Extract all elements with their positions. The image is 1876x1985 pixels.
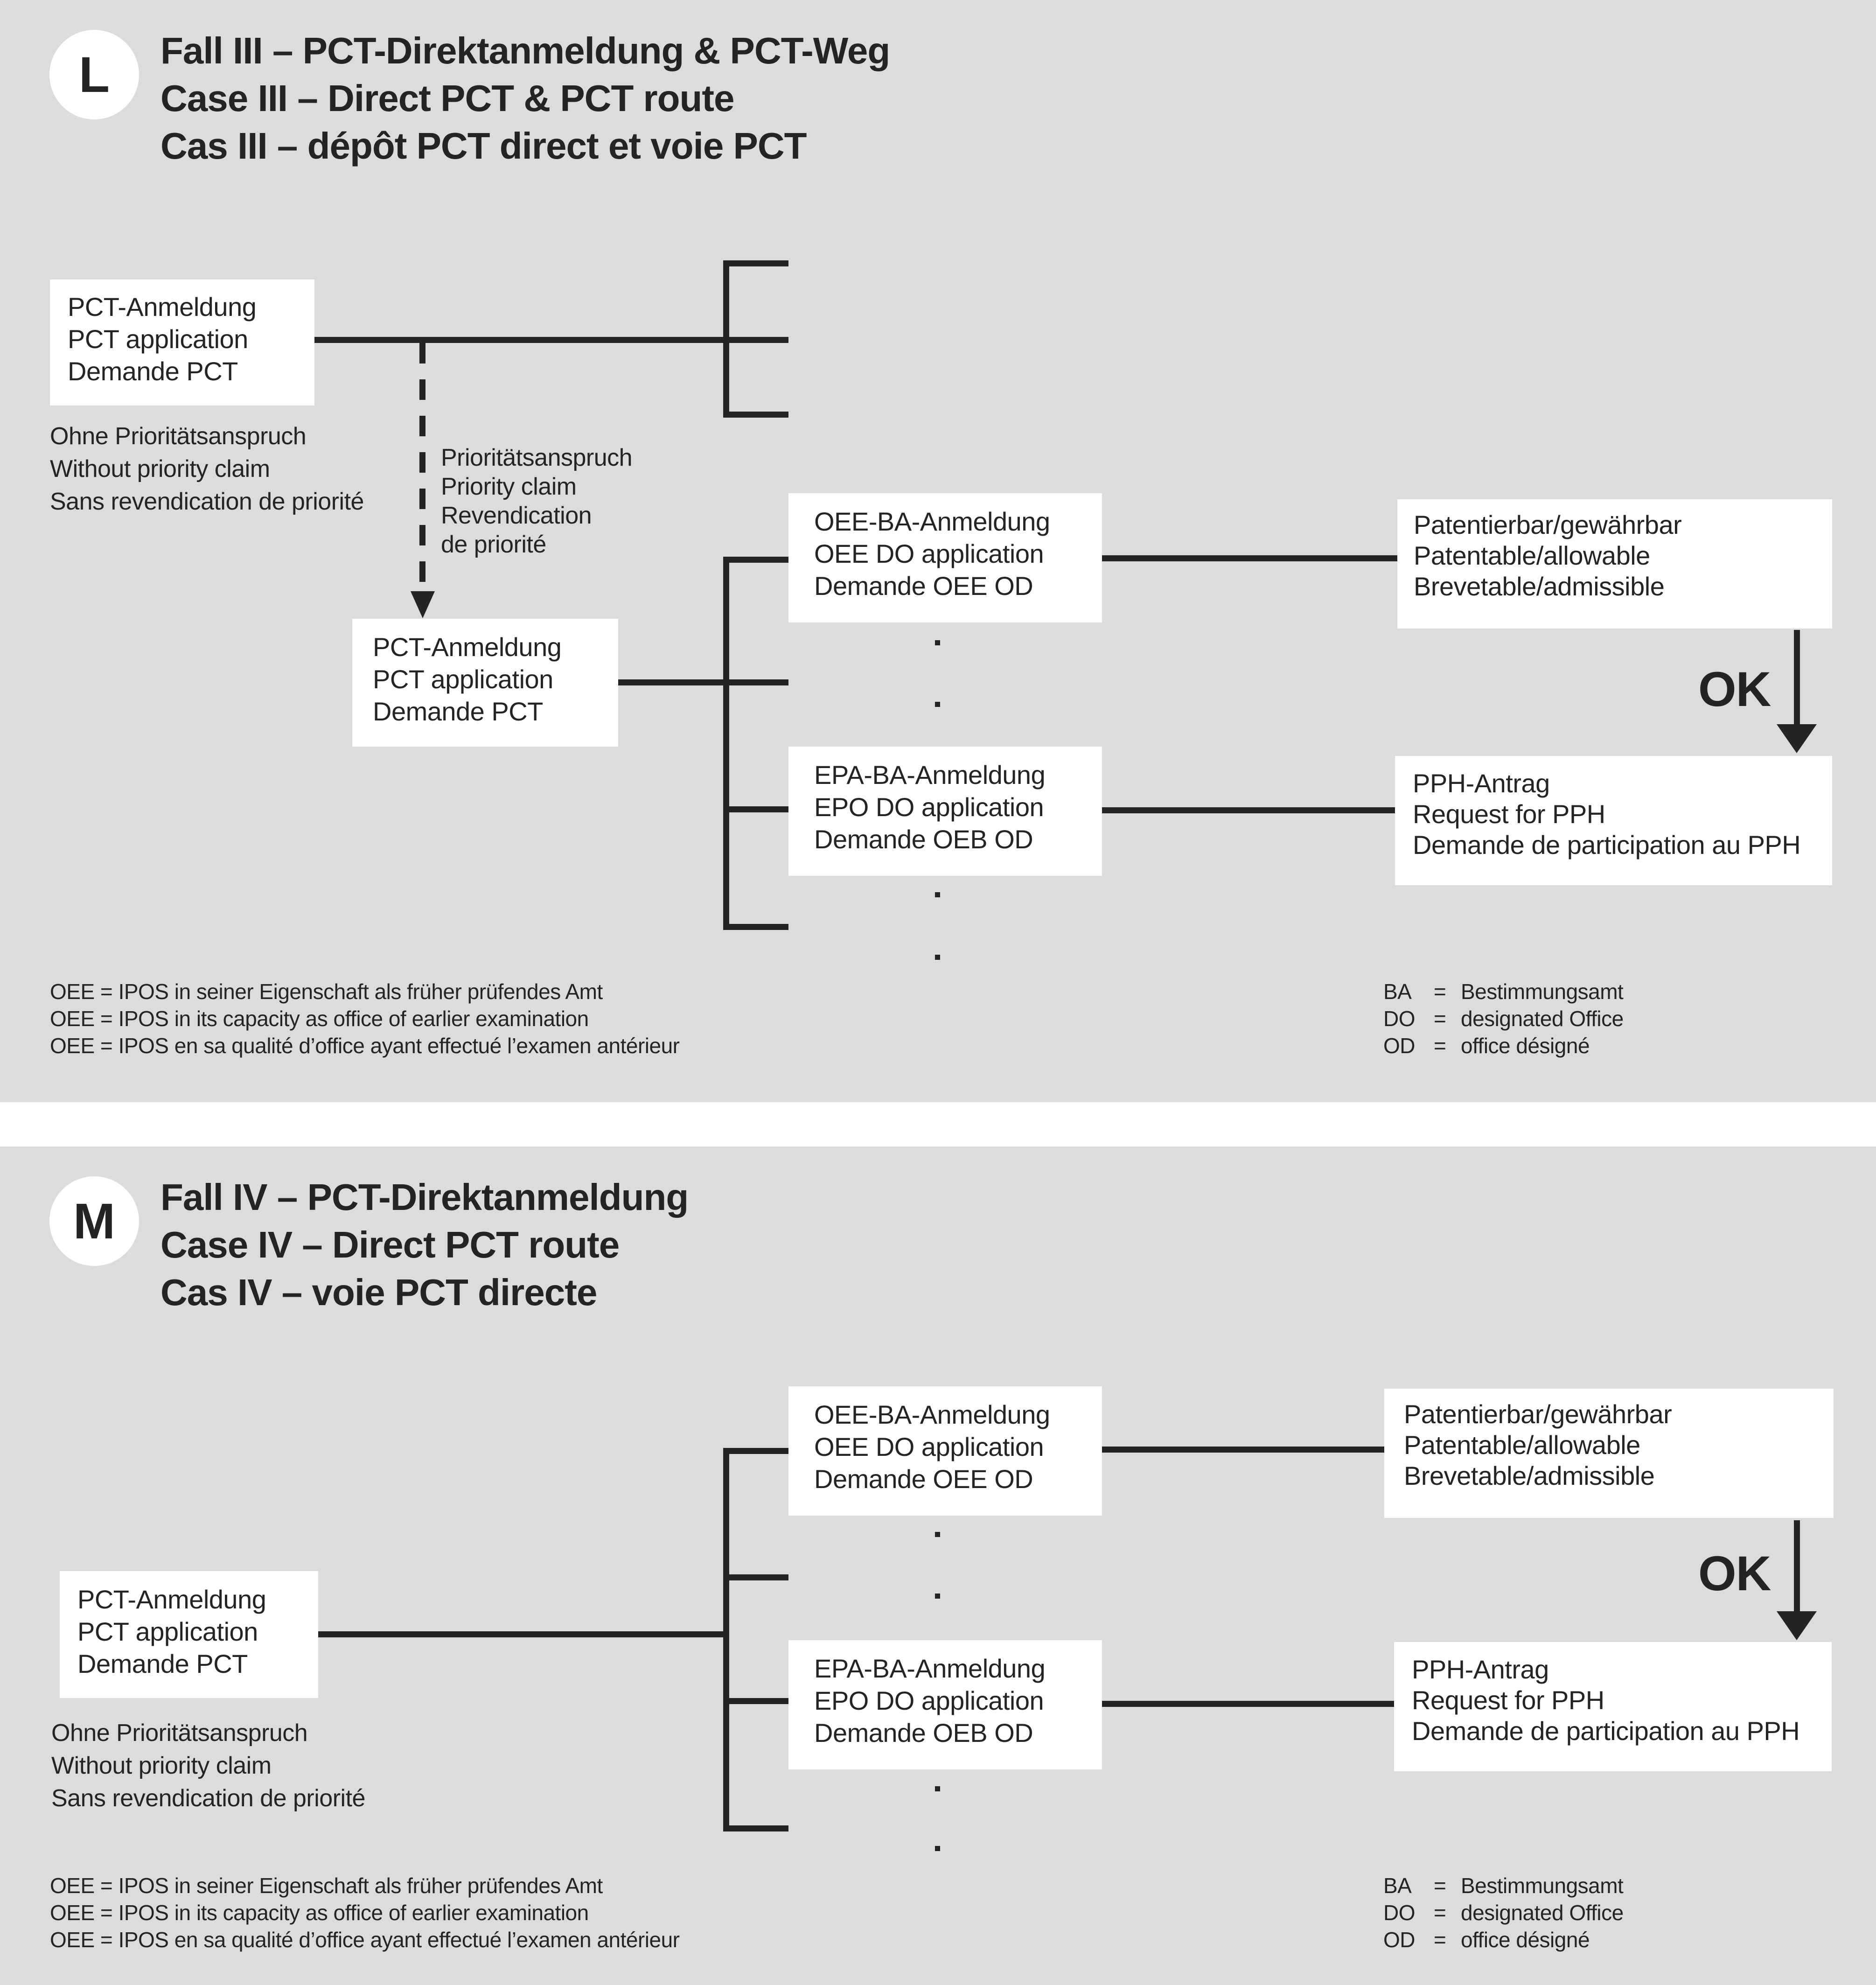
footnote-line: OEE = IPOS in its capacity as office of earlier examination [50, 1006, 589, 1031]
badge-m [49, 1176, 139, 1266]
footnotes-abbr [1383, 1872, 1624, 1953]
box-line: Patentable/allowable [1414, 541, 1650, 570]
label-without-priority [51, 1717, 365, 1815]
label-line: de priorité [441, 531, 546, 558]
title-case-iv [160, 1174, 688, 1316]
priority-claim-arrowhead-icon [411, 591, 435, 618]
footnote-line: OEE = IPOS in seiner Eigenschaft als früher prüfendes Amt [50, 1873, 603, 1898]
patentable-box [1397, 499, 1832, 629]
ellipsis-dot [935, 1786, 940, 1791]
epo-do-application-box [788, 1640, 1102, 1769]
abbr-label: designated Office [1461, 1006, 1624, 1031]
label-line: Revendication [441, 502, 592, 529]
connector-oee-patentable [1102, 1447, 1384, 1453]
comb-main-stub-epa [723, 806, 788, 812]
label-without-priority [50, 420, 364, 518]
epo-do-application-box [788, 747, 1102, 876]
connector-pct [318, 1631, 729, 1637]
footnote-line: OEE = IPOS en sa qualité d’office ayant effectué l’examen antérieur [50, 1034, 680, 1058]
box-line: OEE DO application [814, 539, 1044, 568]
ok-label: OK [1698, 1546, 1771, 1601]
badge-m-letter: M [73, 1193, 115, 1249]
comb-stub-bottom [723, 1825, 788, 1831]
connector-epa-pph [1102, 807, 1395, 813]
box-line: EPO DO application [814, 792, 1044, 822]
panel-case-iv [0, 1146, 1876, 1985]
abbr-label: office désigné [1461, 1034, 1590, 1058]
pph-request-box [1394, 1642, 1832, 1771]
footnote-line [1383, 1926, 1624, 1953]
box-line: PCT-Anmeldung [68, 292, 257, 322]
box-line: Patentierbar/gewährbar [1414, 510, 1682, 539]
footnotes-abbr [1383, 978, 1624, 1059]
box-line: PCT application [77, 1617, 258, 1646]
ellipsis-dot [935, 1846, 940, 1851]
equals: = [1434, 1928, 1446, 1952]
title-case-iii [160, 27, 890, 170]
label-line: Without priority claim [50, 455, 270, 482]
ok-arrowhead-icon [1777, 724, 1817, 753]
equals: = [1434, 979, 1446, 1004]
footnote-line: OEE = IPOS en sa qualité d’office ayant effectué l’examen antérieur [50, 1928, 680, 1952]
comb-stub-oee [723, 1448, 788, 1454]
ellipsis-dot [935, 955, 940, 960]
abbr: OD [1383, 1034, 1415, 1058]
box-line: Demande OEB OD [814, 825, 1033, 854]
comb-vertical [723, 1448, 729, 1831]
ellipsis-dot [935, 892, 940, 897]
ok-arrow-line [1794, 1520, 1800, 1612]
comb-stub-mid [723, 1574, 788, 1580]
footnote-line: OEE = IPOS in its capacity as office of earlier examination [50, 1901, 589, 1925]
box-line: Patentierbar/gewährbar [1404, 1399, 1672, 1429]
box-line: Demande OEE OD [814, 1464, 1033, 1494]
pct-application-box-lower [352, 619, 618, 747]
box-line: Request for PPH [1413, 799, 1605, 829]
footnotes-oee [50, 978, 679, 1059]
title-line-en: Case IV – Direct PCT route [160, 1224, 620, 1265]
abbr: DO [1383, 1006, 1415, 1031]
footnote-line [1383, 978, 1624, 1005]
ellipsis-dot [935, 702, 940, 707]
abbr: OD [1383, 1928, 1415, 1952]
ok-arrow-line [1794, 630, 1800, 726]
box-line: Demande OEB OD [814, 1718, 1033, 1747]
footnote-line [1383, 1032, 1624, 1059]
badge-l [49, 30, 139, 119]
ellipsis-dot [935, 1594, 940, 1599]
comb-main-stub-oee [723, 557, 788, 563]
comb-top-stub-2 [723, 412, 788, 418]
abbr-label: designated Office [1461, 1901, 1624, 1925]
ok-arrowhead-icon [1777, 1611, 1817, 1640]
title-line-fr: Cas III – dépôt PCT direct et voie PCT [160, 125, 807, 167]
comb-top-stub-1 [723, 260, 788, 266]
label-priority-claim [441, 443, 632, 559]
connector-pct-lower [618, 679, 788, 685]
badge-l-letter: L [79, 46, 110, 103]
abbr-label: Bestimmungsamt [1461, 1873, 1624, 1898]
ellipsis-dot [935, 1532, 940, 1537]
box-line: Brevetable/admissible [1404, 1461, 1655, 1490]
box-line: OEE-BA-Anmeldung [814, 507, 1050, 536]
box-line: Demande PCT [77, 1649, 248, 1678]
box-line: Demande de participation au PPH [1413, 830, 1801, 860]
pct-application-box [60, 1571, 318, 1698]
abbr: BA [1383, 1873, 1412, 1898]
box-line: Patentable/allowable [1404, 1430, 1640, 1460]
box-line: PCT-Anmeldung [373, 632, 562, 662]
box-line: PCT application [68, 324, 248, 354]
box-line: Request for PPH [1412, 1685, 1604, 1715]
equals: = [1434, 1873, 1446, 1898]
box-line: PPH-Antrag [1413, 769, 1550, 798]
abbr-label: Bestimmungsamt [1461, 979, 1624, 1004]
label-line: Without priority claim [51, 1752, 272, 1779]
patentable-box [1384, 1389, 1834, 1518]
comb-main-vertical [723, 557, 729, 930]
label-line: Sans revendication de priorité [51, 1785, 365, 1812]
label-line: Sans revendication de priorité [50, 488, 364, 515]
oee-do-application-box [788, 493, 1102, 622]
comb-top-vertical [723, 260, 729, 418]
box-line: OEE-BA-Anmeldung [814, 1400, 1050, 1429]
equals: = [1434, 1901, 1446, 1925]
box-line: Brevetable/admissible [1414, 572, 1665, 601]
connector-oee-patentable [1102, 555, 1397, 561]
footnote-line: OEE = IPOS in seiner Eigenschaft als früher prüfendes Amt [50, 979, 603, 1004]
pct-application-box-top [50, 280, 314, 405]
box-line: Demande OEE OD [814, 571, 1033, 601]
oee-do-application-box [788, 1386, 1102, 1516]
connector-pct-top [314, 337, 788, 343]
box-line: OEE DO application [814, 1432, 1044, 1461]
equals: = [1434, 1006, 1446, 1031]
ellipsis-dot [935, 640, 940, 645]
abbr: BA [1383, 979, 1412, 1004]
label-line: Ohne Prioritätsanspruch [51, 1719, 308, 1747]
connector-epa-pph [1102, 1701, 1394, 1707]
title-line-en: Case III – Direct PCT & PCT route [160, 77, 734, 119]
abbr: DO [1383, 1901, 1415, 1925]
ok-label: OK [1698, 662, 1771, 717]
title-line-fr: Cas IV – voie PCT directe [160, 1272, 597, 1313]
box-line: PCT application [373, 664, 553, 694]
comb-main-stub-bottom [723, 924, 788, 930]
abbr-label: office désigné [1461, 1928, 1590, 1952]
equals: = [1434, 1034, 1446, 1058]
label-line: Ohne Prioritätsanspruch [50, 423, 307, 450]
comb-stub-epa [723, 1698, 788, 1704]
box-line: Demande PCT [373, 697, 543, 726]
title-line-de: Fall III – PCT-Direktanmeldung & PCT-Weg [160, 30, 890, 71]
box-line: Demande de participation au PPH [1412, 1716, 1800, 1746]
box-line: PPH-Antrag [1412, 1655, 1549, 1684]
footnotes-oee [50, 1872, 679, 1953]
box-line: EPA-BA-Anmeldung [814, 1654, 1046, 1683]
footnote-line [1383, 1899, 1624, 1926]
box-line: PCT-Anmeldung [77, 1585, 266, 1614]
footnote-line [1383, 1872, 1624, 1899]
footnote-line [1383, 1005, 1624, 1032]
label-line: Prioritätsanspruch [441, 444, 633, 471]
box-line: EPA-BA-Anmeldung [814, 760, 1046, 790]
box-line: EPO DO application [814, 1686, 1044, 1715]
label-line: Priority claim [441, 473, 577, 500]
priority-claim-dashed-line [419, 343, 425, 591]
box-line: Demande PCT [68, 356, 238, 386]
pph-request-box [1395, 756, 1832, 885]
title-line-de: Fall IV – PCT-Direktanmeldung [160, 1176, 689, 1218]
